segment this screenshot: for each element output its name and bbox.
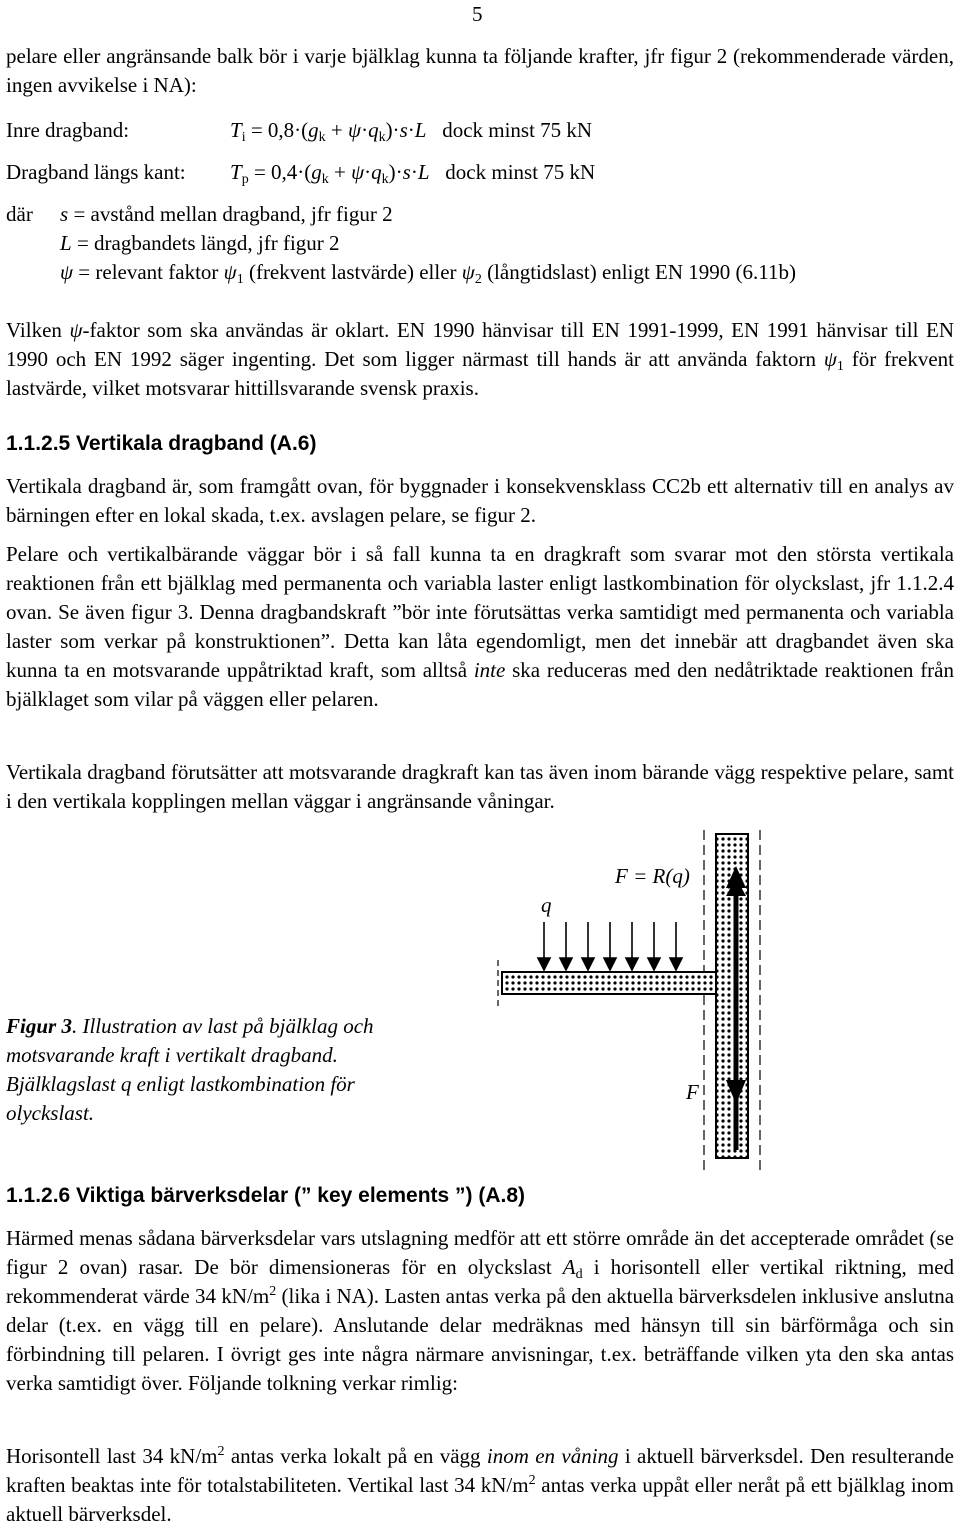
formula-inner-label: Inre dragband: bbox=[6, 118, 130, 142]
figure-label-q: q bbox=[541, 893, 552, 917]
def-L: L = dragbandets längd, jfr figur 2 bbox=[60, 231, 340, 255]
vertical-paragraph-3: Vertikala dragband förutsätter att motsvarande dragkraft kan tas även inom bärande vägg respektive pelare, samt i den vertikala kopplingen mellan väggar i angränsande våningar. bbox=[6, 760, 954, 813]
figure-label-F-eq: F = R(q) bbox=[615, 864, 690, 888]
vertical-paragraph-2: Pelare och vertikalbärande väggar bör i så fall kunna ta en dragkraft som svarar mot den största vertikala reaktionen från ett bjälklag med permanenta och variabla laster enligt lastkombination för olyckslast, jfr 1.1.2.4 ovan. Se även figur 3. Denna dragbandskraft ”bör inte förutsättas verka samtidigt med permanenta och variabla laster som verkar på konstruktionen”. Detta kan låta egendomligt, men det innebär att dragbandet även ska kunna ta en motsvarande uppåtriktad kraft, som alltså inte ska reduceras med den nedåtriktade reaktionen från bjälklaget som vilar på väggen eller pelaren. bbox=[6, 542, 955, 711]
formula-edge-label: Dragband längs kant: bbox=[6, 160, 186, 184]
def-psi: ψ = relevant faktor $\psi_1$ (frekvent lastvärde) eller $\psi_2$ (långtidslast) enligt EN 1990 (6.11b) bbox=[60, 260, 796, 287]
formula-inner: $T_i = 0,8\cdot(g_k + \psi\cdot q_k)\cdot s\cdot L$ dock minst 75 kN bbox=[230, 118, 593, 145]
key-elements-paragraph: Härmed menas sådana bärverksdelar vars utslagning medför att ett större område än det accepterade området (se figur 2 ovan) rasar. De bör dimensioneras för en olyckslast $A_d$ i horisontell eller vertikal riktning, med rekommenderat värde 34 $kN/m^2$ (lika i NA). Lasten antas verka på den aktuella bärverksdelen inklusive anslutna delar (t.ex. en vägg till en pelare). Anslutande delar medräknas med hänsyn till sin bärförmåga och sin förbindning till pelaren. I övrigt ges inte några närmare anvisningar, t.ex. beträffande vilken yta den ska antas verka samtidigt över. Följande tolkning verkar rimlig: bbox=[6, 1226, 955, 1395]
vertical-paragraph-1: Vertikala dragband är, som framgått ovan, för byggnader i konsekvensklass CC2b ett alternativ till en analys av bärningen efter en lokal skada, t.ex. avslagen pelare, se figur 2. bbox=[6, 474, 954, 527]
where-label: där bbox=[6, 202, 33, 226]
heading-key-elements: 1.1.2.6 Viktiga bärverksdelar (” key elements ”) (A.8) bbox=[6, 1184, 526, 1207]
page-number: 5 bbox=[472, 2, 483, 26]
def-s: s = avstånd mellan dragband, jfr figur 2 bbox=[60, 202, 393, 226]
formula-edge: $T_p = 0,4\cdot(g_k + \psi\cdot q_k)\cdot s\cdot L$ dock minst 75 kN bbox=[230, 160, 596, 187]
psi-paragraph: Vilken ψ-faktor som ska användas är oklart. EN 1990 hänvisar till EN 1991-1999, EN 1991 hänvisar till EN 1990 och EN 1992 säger ingenting. Det som ligger närmast till hands är att använda faktorn $\psi_1$ för frekvent lastvärde, vilket motsvarar hittillsvarande svensk praxis. bbox=[6, 318, 955, 400]
heading-vertical-ties: 1.1.2.5 Vertikala dragband (A.6) bbox=[6, 432, 317, 455]
final-paragraph: Horisontell last 34 $kN/m^2$ antas verka lokalt på en vägg inom en våning i aktuell bärverksdel. Den resulterande kraften beaktas inte för totalstabiliteten. Vertikal last 34 $kN/m^2$ antas verka uppåt eller neråt på ett bjälklag inom aktuell bärverksdel. bbox=[6, 1444, 955, 1526]
intro-paragraph: pelare eller angränsande balk bör i varje bjälklag kunna ta följande krafter, jfr figur 2 (rekommenderade värden, ingen avvikelse i NA): bbox=[6, 44, 954, 97]
figure-3-caption: Figur 3. Illustration av last på bjälklag och motsvarande kraft i vertikalt dragband. Bjälklagslast q enligt lastkombination för olyckslast. bbox=[6, 1014, 374, 1125]
floor-slab bbox=[502, 972, 716, 994]
load-arrows bbox=[538, 922, 682, 970]
figure-label-F: F bbox=[686, 1080, 699, 1104]
